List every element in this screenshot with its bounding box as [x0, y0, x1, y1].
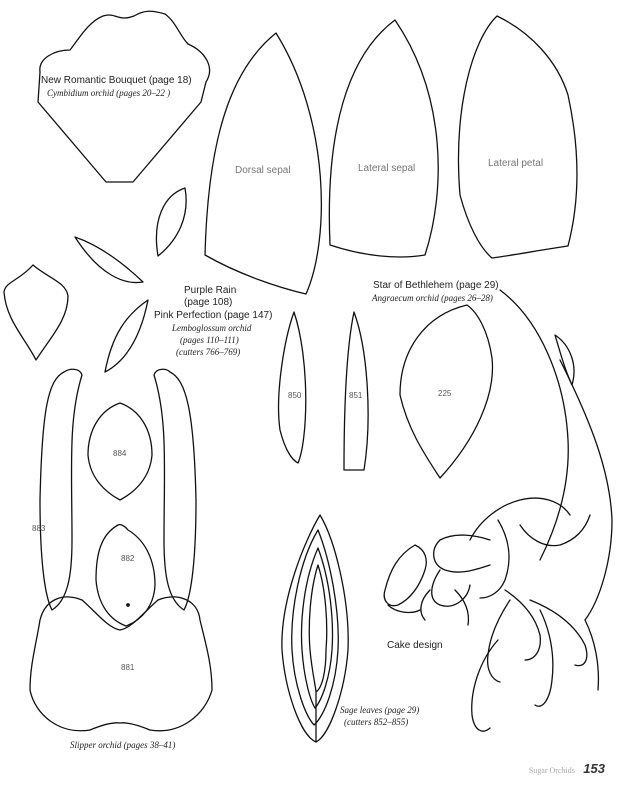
page-number: 153: [583, 761, 605, 776]
lateral-sepal-outline: [329, 20, 438, 257]
lateral-petal-outline: [459, 16, 577, 258]
cutter-225-label: 225: [438, 389, 452, 398]
star-of-bethlehem-label: Star of Bethlehem (page 29): [373, 280, 499, 291]
new-romantic-bouquet-label: New Romantic Bouquet (page 18): [41, 75, 192, 86]
purple-rain-leaf-2: [75, 237, 143, 283]
slipper-883-left: [40, 369, 82, 610]
sage-leaves-outlines: [282, 515, 348, 742]
dorsal-sepal-outline: [205, 33, 321, 294]
cake-design-label: Cake design: [387, 640, 443, 651]
sage-leaves-cutters-label: (cutters 852–855): [344, 717, 409, 727]
cutter-850-label: 850: [288, 391, 302, 400]
slipper-882-dot: [127, 604, 129, 606]
pink-perfection-label: Pink Perfection (page 147): [154, 310, 273, 321]
purple-rain-page-label: (page 108): [184, 297, 233, 308]
cake-design-drawing: [384, 290, 612, 731]
lemboglossum-cutters-label: (cutters 766–769): [176, 347, 241, 357]
lateral-petal-label: Lateral petal: [488, 158, 544, 169]
purple-rain-leaf-1: [156, 188, 186, 256]
cutter-881-label: 881: [121, 663, 135, 672]
cutter-884-label: 884: [113, 449, 127, 458]
cutter-882-label: 882: [121, 554, 135, 563]
lemboglossum-pages-label: (pages 110–111): [180, 335, 239, 345]
slipper-883-right: [154, 369, 196, 610]
pink-perfection-petal: [4, 265, 68, 360]
cutter-883-label: 883: [32, 524, 46, 533]
footer-section-title: Sugar Orchids: [528, 766, 575, 775]
sepal-850-outline: [279, 312, 306, 463]
dorsal-sepal-label: Dorsal sepal: [235, 165, 291, 176]
lateral-sepal-label: Lateral sepal: [358, 163, 416, 174]
cymbidium-orchid-label: Cymbidium orchid (pages 20–22 ): [47, 88, 171, 98]
slipper-orchid-label: Slipper orchid (pages 38–41): [70, 740, 176, 750]
lemboglossum-label: Lemboglossum orchid: [172, 323, 252, 333]
purple-rain-leaf-3: [105, 300, 148, 372]
cutter-851-label: 851: [349, 391, 363, 400]
angraecum-orchid-label: Angraecum orchid (pages 26–28): [372, 293, 493, 303]
page-footer: [529, 760, 605, 778]
sage-leaves-label: Sage leaves (page 29): [340, 705, 420, 715]
purple-rain-label: Purple Rain: [184, 285, 237, 296]
